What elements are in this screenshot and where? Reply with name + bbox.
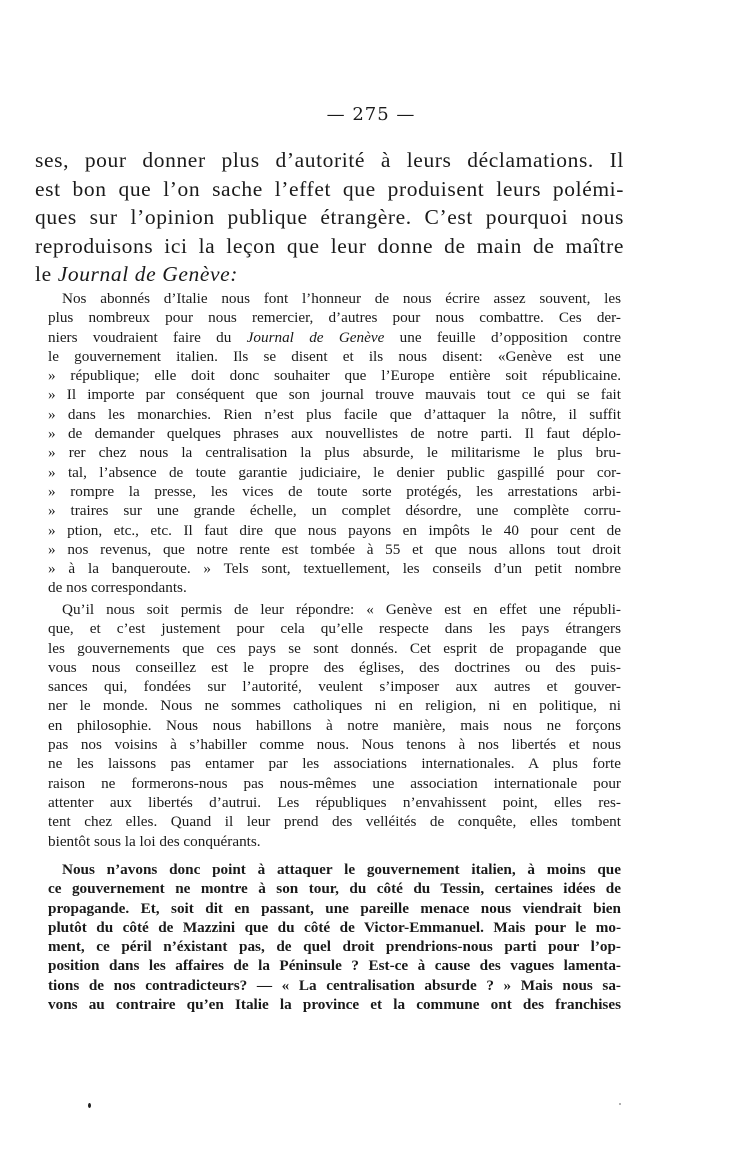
quote-line: Nos abonnés d’Italie nous font l’honneur de nous écrire assez souvent, les	[62, 290, 621, 307]
page-number: — 275 —	[326, 104, 416, 125]
journal-title-italic: Journal de Genève	[246, 328, 385, 346]
quote-line: » nos revenus, que notre rente est tombée à 55 et que nous allons tout droit	[48, 540, 621, 558]
quoted-paragraph-2	[48, 600, 621, 851]
quote-line: propagande. Et, soit dit en passant, une pareille menace nous viendrait bien	[48, 899, 621, 917]
intro-line: ques sur l’opinion publique étrangère. C’est pourquoi nous	[35, 205, 624, 230]
quote-line: ment, ce péril n’éxistant pas, de quel droit prendrions-nous parti pour l’op-	[48, 938, 621, 956]
quote-line: de nos correspondants.	[48, 579, 187, 597]
quote-line: plus nombreux pour nous remercier, d’autres pour nous combattre. Ces der-	[48, 309, 621, 327]
quoted-paragraph-3	[48, 860, 621, 1014]
quote-line: ner le monde. Nous ne sommes catholiques ni en religion, ni en politique, ni	[48, 697, 621, 715]
quote-line: bientôt sous la loi des conquérants.	[48, 832, 261, 850]
quote-line: ne les laissons pas entamer par les associations internationales. A plus forte	[48, 755, 621, 773]
scan-speck	[619, 1103, 621, 1105]
quote-line: ce gouvernement ne montre à son tour, du côté du Tessin, certaines idées de	[48, 880, 621, 898]
quote-line: vons au contraire qu’en Italie la province et la commune ont des franchises	[48, 996, 621, 1014]
quote-line: » Il importe par conséquent que son journal trouve mauvais tout ce qui se fait	[48, 386, 621, 404]
scan-speck	[88, 1103, 91, 1108]
quote-line: » traires sur une grande échelle, un complet désordre, une complète corru-	[48, 502, 621, 520]
quote-line: attenter aux libertés d’autrui. Les républiques n’envahissent point, elles res-	[48, 793, 621, 811]
quote-line: vous nous conseillez est le propre des églises, des doctrines ou des puis-	[48, 658, 621, 676]
quote-line: que, et c’est justement pour cela qu’elle respecte dans les pays étrangers	[48, 620, 621, 638]
intro-paragraph	[35, 146, 624, 289]
quote-line: raison ne formerons-nous pas nous-mêmes une association internationale pour	[48, 774, 621, 792]
quote-line: » tal, l’absence de toute garantie judiciaire, le denier public gaspillé pour cor-	[48, 463, 621, 481]
quote-line: » rompre la presse, les vices de toute sorte protégés, les arrestations arbi-	[48, 482, 621, 500]
intro-line: reproduisons ici la leçon que leur donne de main de maître	[35, 233, 624, 258]
quote-line: en philosophie. Nous nous habillons à notre manière, mais nous ne forçons	[48, 716, 621, 734]
intro-line: est bon que l’on sache l’effet que produisent leurs polémi-	[35, 176, 624, 201]
intro-line-last	[35, 260, 624, 289]
intro-line: ses, pour donner plus d’autorité à leurs déclamations. Il	[35, 148, 624, 172]
quote-line: » ption, etc., etc. Il faut dire que nous payons en impôts le 40 pour cent de	[48, 521, 621, 539]
quote-line: tions de nos contradicteurs? — « La centralisation absurde ? » Mais nous sa-	[48, 976, 621, 994]
quote-line: les gouvernements que ces pays se sont donnés. Cet esprit de propagande que	[48, 639, 621, 657]
quote-line: Nous n’avons donc point à attaquer le gouvernement italien, à moins que	[62, 861, 621, 878]
journal-title-italic: Journal de Genève:	[57, 262, 239, 287]
quoted-paragraph-1	[48, 289, 621, 598]
quote-line: Qu’il nous soit permis de leur répondre: « Genève est en effet une républi-	[62, 601, 621, 618]
quote-line: le gouvernement italien. Ils se disent et ils nous disent: «Genève est une	[48, 347, 621, 365]
quote-line: » de demander quelques phrases aux nouvellistes de notre parti. Il faut déplo-	[48, 425, 621, 443]
intro-last-prefix: le	[35, 262, 58, 287]
quote-line: sances qui, fondées sur l’autorité, veulent s’imposer aux autres et gouver-	[48, 678, 621, 696]
quote-line: » rer chez nous la centralisation la plus absurde, le militarisme le plus bru-	[48, 444, 621, 462]
quote-line: » dans les monarchies. Rien n’est plus facile que d’attaquer la nôtre, il suffit	[48, 405, 621, 423]
quote-line: » république; elle doit donc souhaiter que l’Europe entière soit républicaine.	[48, 367, 621, 385]
quote-line	[48, 328, 621, 347]
quote-line-prefix: niers voudraient faire du	[48, 328, 247, 346]
quote-line-suffix: une feuille d’opposition contre	[384, 328, 621, 346]
quote-line: pas nos voisins à s’habiller comme nous. Nous tenons à nos libertés et nous	[48, 736, 621, 754]
quote-line: plutôt du côté de Mazzini que du côté de Victor-Emmanuel. Mais pour le mo-	[48, 918, 621, 936]
quote-line: » à la banqueroute. » Tels sont, textuellement, les conseils d’un petit nombre	[48, 560, 621, 578]
quote-line: position dans les affaires de la Péninsule ? Est-ce à cause des vagues lamenta-	[48, 957, 621, 975]
quote-line: tent chez elles. Quand il leur prend des velléités de conquête, elles tombent	[48, 813, 621, 831]
